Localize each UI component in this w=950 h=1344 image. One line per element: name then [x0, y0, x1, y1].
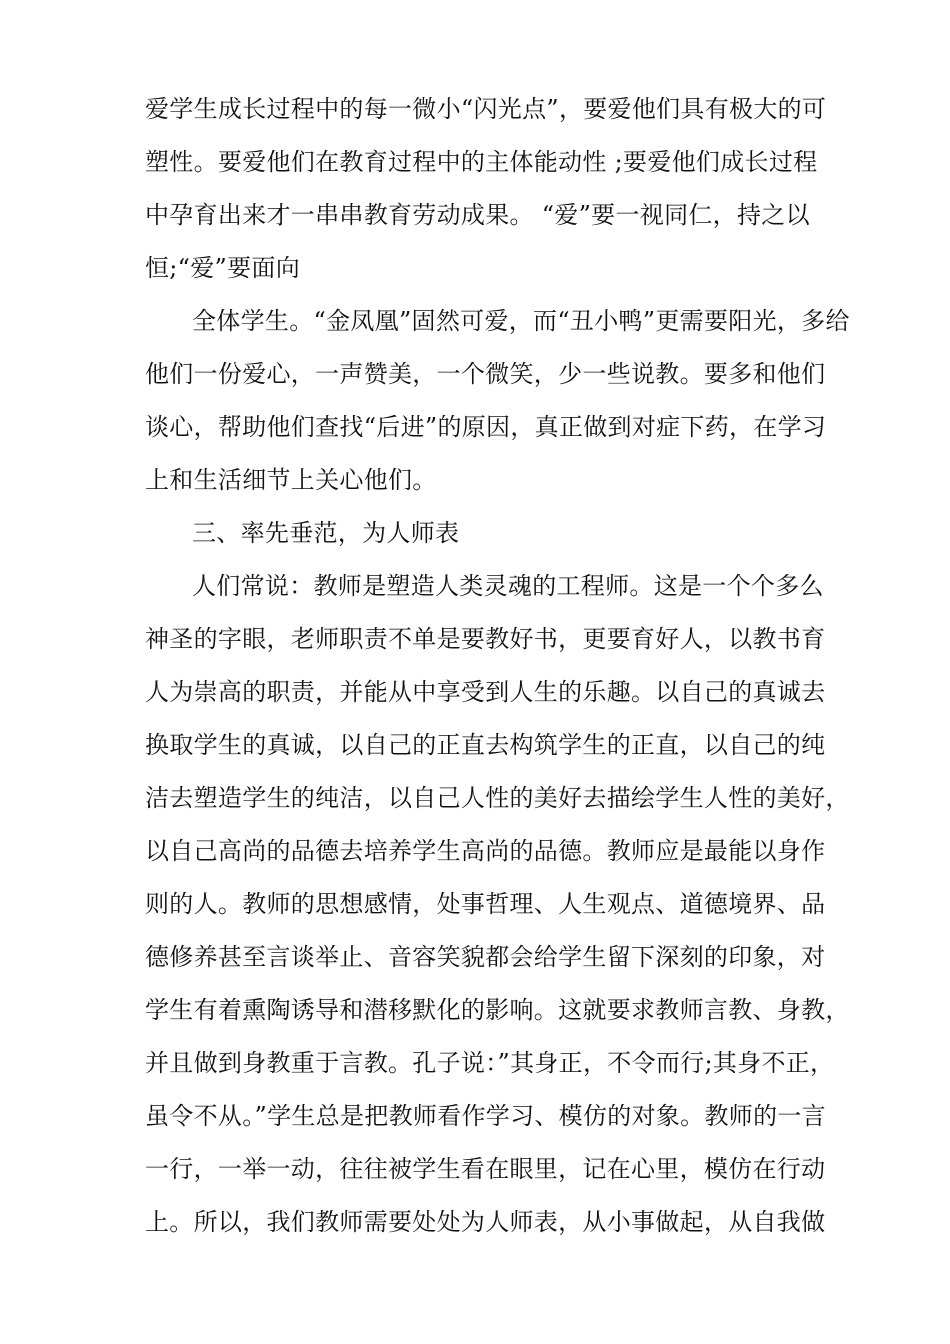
text-line: 虽令不从。”学生总是把教师看作学习、模仿的对象。教师的一言 [145, 1102, 826, 1130]
text-line: 学生有着熏陶诱导和潜移默化的影响。这就要求教师言教、身教， [145, 996, 850, 1024]
text-line: 洁去塑造学生的纯洁，以自己人性的美好去描绘学生人性的美好， [145, 784, 850, 812]
text-line: 换取学生的真诚，以自己的正直去构筑学生的正直，以自己的纯 [145, 731, 826, 759]
paragraph-first-line: 全体学生。“金凤凰”固然可爱，而“丑小鸭”更需要阳光，多给 [192, 307, 850, 335]
text-line: 爱学生成长过程中的每一微小“闪光点”，要爱他们具有极大的可 [145, 95, 827, 123]
section-heading: 三、率先垂范，为人师表 [192, 519, 460, 547]
text-line: 中孕育出来才一串串教育劳动成果。 “爱”要一视同仁，持之以 [145, 201, 810, 229]
text-line: 德修养甚至言谈举止、音容笑貌都会给学生留下深刻的印象，对 [145, 943, 826, 971]
text-line: 上。所以，我们教师需要处处为人师表，从小事做起，从自我做 [145, 1208, 826, 1236]
text-line: 谈心，帮助他们查找“后进”的原因，真正做到对症下药，在学习 [145, 413, 827, 441]
text-line: 以自己高尚的品德去培养学生高尚的品德。教师应是最能以身作 [145, 837, 826, 865]
text-line: 神圣的字眼，老师职责不单是要教好书，更要育好人，以教书育 [145, 625, 826, 653]
text-line: 人为崇高的职责，并能从中享受到人生的乐趣。以自己的真诚去 [145, 678, 826, 706]
text-line: 并且做到身教重于言教。孔子说：”其身正，不令而行;其身不正， [145, 1049, 835, 1077]
text-line: 他们一份爱心，一声赞美，一个微笑，少一些说教。要多和他们 [145, 360, 826, 388]
text-line: 上和生活细节上关心他们。 [145, 466, 437, 494]
text-line: 则的人。教师的思想感情，处事哲理、人生观点、道德境界、品 [145, 890, 826, 918]
paragraph-first-line: 人们常说：教师是塑造人类灵魂的工程师。这是一个个多么 [192, 572, 824, 600]
text-line: 恒;“爱”要面向 [145, 254, 301, 282]
text-line: 塑性。要爱他们在教育过程中的主体能动性 ;要爱他们成长过程 [145, 148, 818, 176]
text-line: 一行，一举一动，往往被学生看在眼里，记在心里，模仿在行动 [145, 1155, 826, 1183]
